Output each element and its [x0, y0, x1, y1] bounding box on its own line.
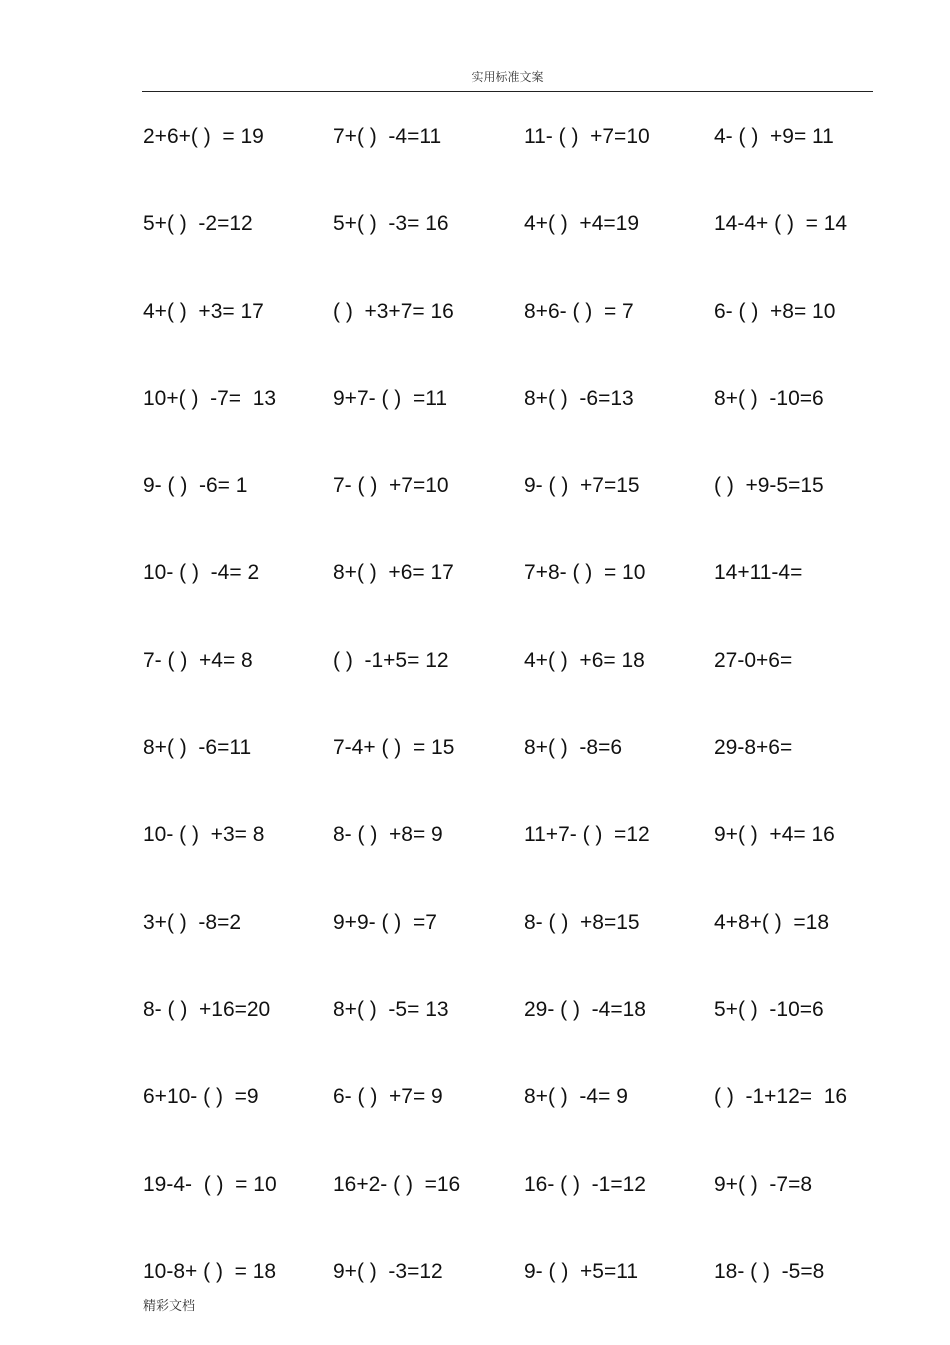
math-problem: 10+( ) -7= 13: [143, 386, 277, 410]
math-problem: 6+10- ( ) =9: [143, 1085, 259, 1109]
math-problem: 9+7- ( ) =11: [333, 386, 448, 410]
math-problem: 5+( ) -3= 16: [333, 212, 449, 236]
math-problem: 8- ( ) +16=20: [143, 997, 271, 1021]
page-header-title: 实用标准文案: [471, 70, 544, 84]
math-problem: 9- ( ) -6= 1: [143, 474, 248, 498]
math-problem: 29- ( ) -4=18: [524, 997, 646, 1021]
math-problem: 19-4- ( ) = 10: [143, 1172, 277, 1196]
math-problem: 9+( ) -3=12: [333, 1259, 443, 1283]
math-problem: 16+2- ( ) =16: [333, 1172, 461, 1196]
math-problem: 9- ( ) +7=15: [524, 474, 640, 498]
header-divider: [142, 91, 873, 92]
math-problem: 4+( ) +4=19: [524, 212, 639, 236]
math-problem: 8+( ) +6= 17: [333, 561, 454, 585]
math-problem: 5+( ) -10=6: [714, 997, 824, 1021]
math-problem: 14+11-4=: [714, 561, 803, 585]
math-problem: 6- ( ) +8= 10: [714, 299, 836, 323]
math-problem: 7+( ) -4=11: [333, 125, 442, 148]
math-problem: 4+8+( ) =18: [714, 910, 829, 934]
math-problem: 8+( ) -10=6: [714, 386, 824, 410]
math-problem: 7+8- ( ) = 10: [524, 561, 646, 585]
math-problem: 9+9- ( ) =7: [333, 910, 437, 934]
math-problem: 5+( ) -2=12: [143, 212, 253, 236]
math-problem: 4+( ) +6= 18: [524, 648, 645, 672]
math-problem: 7-4+ ( ) = 15: [333, 736, 455, 760]
math-problem: 8+( ) -8=6: [524, 736, 623, 760]
math-problem: 8- ( ) +8=15: [524, 910, 640, 934]
math-problem: 7- ( ) +7=10: [333, 474, 449, 498]
math-problem: 14-4+ ( ) = 14: [714, 212, 848, 236]
math-problem: 8- ( ) +8= 9: [333, 823, 443, 847]
math-problem: 8+6- ( ) = 7: [524, 299, 634, 323]
math-problem: ( ) -1+5= 12: [333, 648, 449, 672]
math-problem: 9+( ) -7=8: [714, 1172, 813, 1196]
math-problem: 10- ( ) -4= 2: [143, 561, 260, 585]
math-problem: 2+6+( ) = 19: [143, 125, 264, 148]
math-problem: 9- ( ) +5=11: [524, 1259, 639, 1283]
math-problem: 16- ( ) -1=12: [524, 1172, 646, 1196]
page-footer-text: 精彩文档: [143, 1299, 196, 1314]
math-problem: 8+( ) -6=11: [143, 736, 252, 760]
math-problem: ( ) +9-5=15: [714, 474, 824, 498]
math-problem: 9+( ) +4= 16: [714, 823, 835, 847]
math-problem: 4- ( ) +9= 11: [714, 125, 834, 148]
math-problem: 8+( ) -5= 13: [333, 997, 449, 1021]
math-problem: 11- ( ) +7=10: [524, 125, 650, 148]
math-problem: 18- ( ) -5=8: [714, 1259, 825, 1283]
math-problem: 4+( ) +3= 17: [143, 299, 264, 323]
math-problem: ( ) -1+12= 16: [714, 1085, 848, 1109]
math-problem: 11+7- ( ) =12: [524, 823, 650, 847]
math-problem: 10-8+ ( ) = 18: [143, 1259, 277, 1283]
math-problem: 6- ( ) +7= 9: [333, 1085, 443, 1109]
math-problem: 8+( ) -4= 9: [524, 1085, 628, 1109]
math-problem: 10- ( ) +3= 8: [143, 823, 265, 847]
math-problem: 8+( ) -6=13: [524, 386, 634, 410]
math-problem: 3+( ) -8=2: [143, 910, 242, 934]
math-problem: ( ) +3+7= 16: [333, 299, 454, 323]
math-problem: 29-8+6=: [714, 736, 793, 760]
math-problem: 7- ( ) +4= 8: [143, 648, 253, 672]
math-problem: 27-0+6=: [714, 648, 793, 672]
